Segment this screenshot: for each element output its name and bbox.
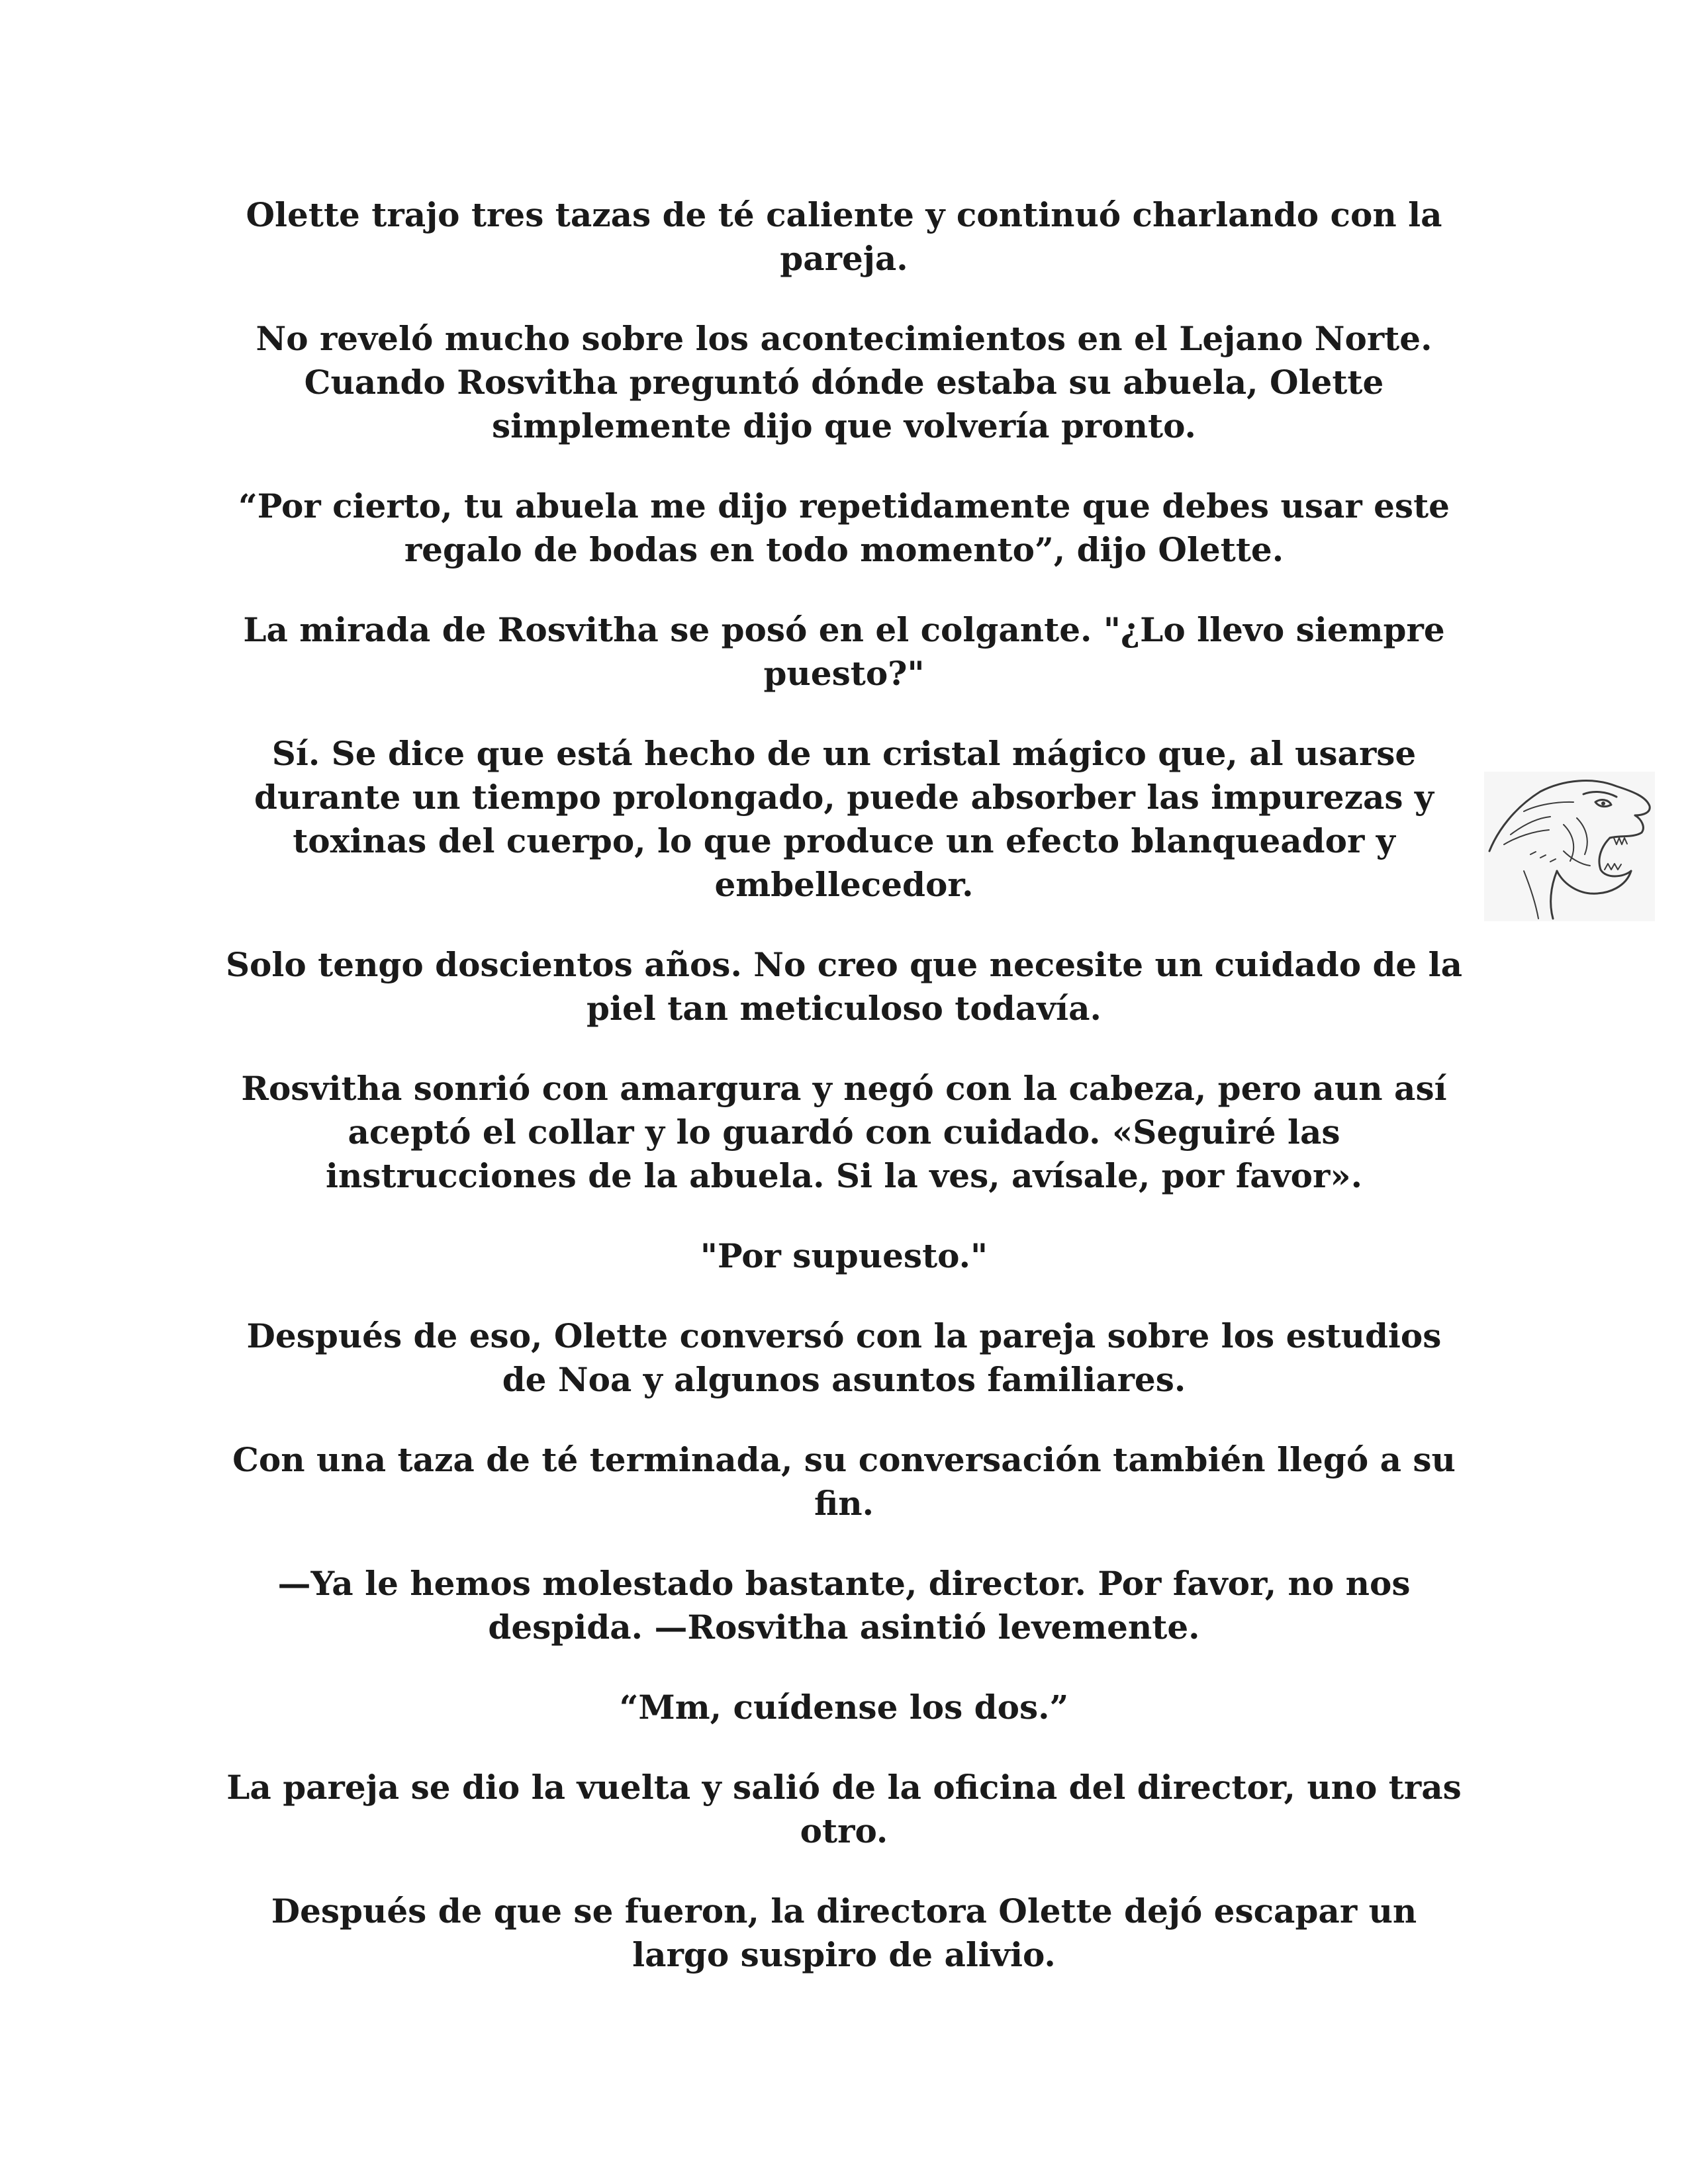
paragraph-5: Sí. Se dice que está hecho de un cristal mágico que, al usarse durante un tiempo prolongado, puede absorber las impurezas y toxinas del cuerpo, lo que produce un efecto blanqueador y embellecedor. bbox=[254, 734, 1434, 904]
paragraph-6: Solo tengo doscientos años. No creo que necesite un cuidado de la piel tan meticuloso todavía. bbox=[225, 945, 1463, 1028]
story-text bbox=[225, 193, 1463, 2013]
paragraph-11: —Ya le hemos molestado bastante, director. Por favor, no nos despida. —Rosvitha asintió levemente. bbox=[277, 1564, 1411, 1647]
paragraph-12: “Mm, cuídense los dos.” bbox=[619, 1688, 1069, 1727]
paragraph-7: Rosvitha sonrió con amargura y negó con la cabeza, pero aun así aceptó el collar y lo guardó con cuidado. «Seguiré las instrucciones de la abuela. Si la ves, avísale, por favor». bbox=[241, 1069, 1447, 1195]
paragraph-14: Después de que se fueron, la directora Olette dejó escapar un largo suspiro de alivio. bbox=[271, 1891, 1417, 1974]
paragraph-10: Con una taza de té terminada, su conversación también llegó a su fin. bbox=[232, 1440, 1456, 1523]
dinosaur-head-sketch-icon bbox=[1484, 772, 1655, 921]
paragraph-2: No reveló mucho sobre los acontecimientos en el Lejano Norte. Cuando Rosvitha preguntó dónde estaba su abuela, Olette simplemente dijo que volvería pronto. bbox=[256, 319, 1432, 445]
paragraph-4: La mirada de Rosvitha se posó en el colgante. "¿Lo llevo siempre puesto?" bbox=[243, 610, 1445, 693]
paragraph-1: Olette trajo tres tazas de té caliente y continuó charlando con la pareja. bbox=[246, 195, 1442, 278]
paragraph-9: Después de eso, Olette conversó con la pareja sobre los estudios de Noa y algunos asuntos familiares. bbox=[246, 1316, 1442, 1399]
paragraph-13: La pareja se dio la vuelta y salió de la oficina del director, uno tras otro. bbox=[226, 1768, 1462, 1850]
paragraph-8: "Por supuesto." bbox=[700, 1236, 988, 1275]
paragraph-3: “Por cierto, tu abuela me dijo repetidamente que debes usar este regalo de bodas en todo momento”, dijo Olette. bbox=[238, 486, 1450, 569]
